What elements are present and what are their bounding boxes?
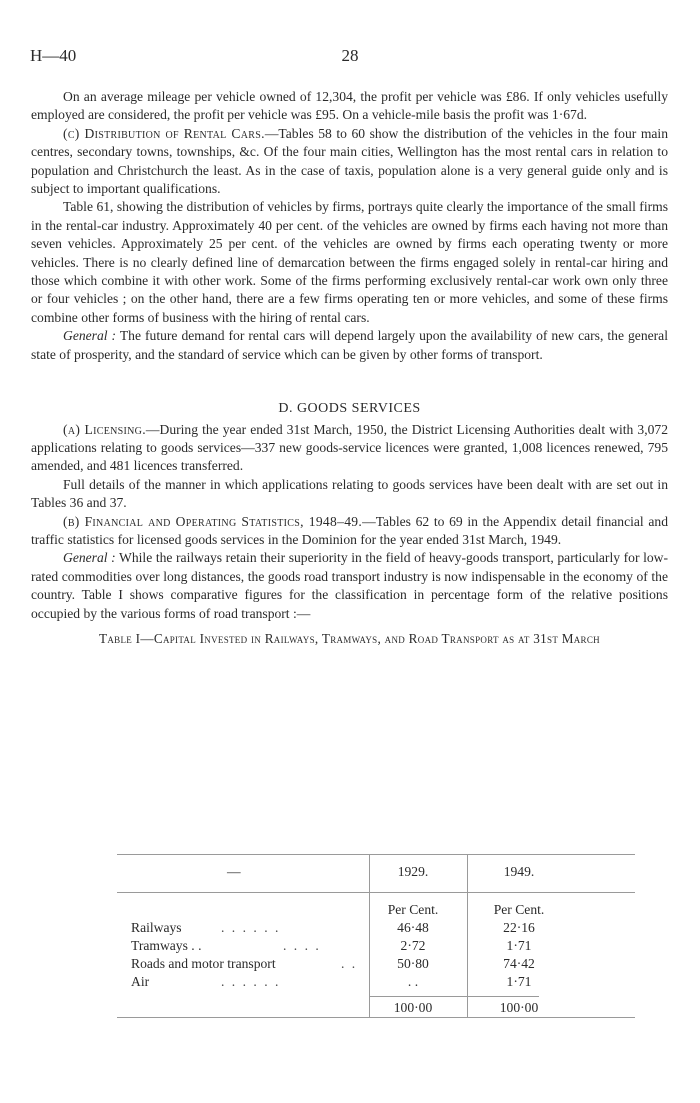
paragraph-text: —Tables 58 to 60 show the distribution of the vehicles in the four main centres, secondary towns, townships, &c. Of the four main cities, Wellington has the most rental cars in relation to population and Christchurch the least. As in the case of taxis, population alone is a very general guide only and is subject to important qualifications. (31, 125, 668, 197)
leader-dots: . . . . (283, 938, 321, 953)
column-header-1929: 1929. (397, 864, 429, 879)
paragraph-text: The future demand for rental cars will depend largely upon the availability of new cars, the general state of prosperity, and the standard of service which can be given by other forms of transport. (31, 328, 668, 362)
value-1929: 2·72 (400, 938, 426, 953)
stub-header: — (227, 864, 241, 879)
paragraph-text: —Tables 62 to 69 in the Appendix detail financial and traffic statistics for licensed goods services in the Dominion for the year ended 31st March, 1949. (31, 513, 668, 547)
table-top-rule (117, 854, 635, 855)
row-label: Air (131, 974, 150, 989)
value-1929: 46·48 (397, 920, 429, 935)
capital-table (117, 854, 635, 1017)
value-1949: 1·71 (506, 938, 532, 953)
page-number: 28 (341, 46, 359, 65)
paragraph-firms: Table 61, showing the distribution of vehicles by firms, portrays quite clearly the importance of the small firms in the rental-car industry. Approximately 40 per cent. of the vehicles are owned by firms each having not more than seven vehicles. Approximately 25 per cent. of the vehicles are owned by firms each operating twenty or more vehicles. There is no clearly defined line of demarcation between the firms engaged solely in rental-car hiring and those which combine it with other work. Some of the firms performing exclusively rental-car work own only three or four vehicles ; on the other hand, there are a few firms operating ten or more vehicles, and some of these firms combine other forms of business with the hiring of rental cars. (31, 199, 668, 325)
paragraph-licensing (31, 421, 668, 476)
value-1949: 22·16 (503, 920, 535, 935)
section-heading: D. GOODS SERVICES (278, 401, 421, 417)
leader-dots: . . . . . . (221, 920, 281, 935)
total-rule (369, 996, 539, 997)
paragraph-lead: General : (63, 550, 116, 566)
value-1949: 74·42 (503, 956, 535, 971)
leader-dots: . . . . . . (221, 974, 281, 989)
total-1929: 100·00 (393, 1000, 433, 1015)
row-label: Tramways . . (131, 938, 202, 953)
document-reference: H—40 (30, 46, 77, 65)
page-header (30, 46, 670, 68)
value-1949: 1·71 (506, 974, 532, 989)
paragraph-details: Full details of the manner in which applications relating to goods services have been dealt with are set out in Tables 36 and 37. (31, 476, 668, 511)
paragraph-text: While the railways retain their superiority in the field of heavy-goods transport, particularly for low-rated commodities over long distances, the goods road transport industry is now indispensable in the economy of the country. Table I shows comparative figures for the classification in percentage form of the relative positions occupied by the various forms of road transport :— (31, 550, 668, 621)
row-label: Roads and motor transport (131, 956, 276, 971)
paragraph-lead: (a) Licensing. (63, 421, 146, 437)
paragraph-general-goods (31, 549, 668, 623)
paragraph-general-rental (31, 327, 668, 364)
table-caption: Table I—Capital Invested in Railways, Tramways, and Road Transport as at 31st March (99, 630, 600, 646)
value-1929: . . (407, 974, 419, 989)
table-column-rule (467, 854, 468, 1017)
paragraph-lead: General : (63, 328, 117, 344)
paragraph-lead: (c) Distribution of Rental Cars. (63, 125, 265, 141)
row-label: Railways (131, 920, 182, 935)
unit-label-1949: Per Cent. (493, 902, 545, 917)
unit-label-1929: Per Cent. (387, 902, 439, 917)
total-1949: 100·00 (499, 1000, 539, 1015)
paragraph-statistics (31, 513, 668, 550)
table-bottom-rule (117, 1017, 635, 1018)
paragraph-distribution (31, 125, 668, 199)
paragraph-text: —During the year ended 31st March, 1950, the District Licensing Authorities dealt with 3,072 applications relating to goods services—337 new goods-service licences were granted, 1,008 licences renewed, 795 amended, and 481 licences transferred. (31, 421, 668, 474)
paragraph-profit: On an average mileage per vehicle owned of 12,304, the profit per vehicle was £86. If only vehicles usefully employed are considered, the profit per vehicle was £95. On a vehicle-mile basis the profit was 1·67d. (31, 89, 668, 123)
paragraph-lead: (b) Financial and Operating Statistics, 1948–49. (63, 513, 363, 529)
table-header-rule (117, 892, 635, 893)
value-1929: 50·80 (397, 956, 429, 971)
page-body (31, 88, 668, 648)
leader-dots: . . (341, 956, 358, 971)
column-header-1949: 1949. (503, 864, 535, 879)
